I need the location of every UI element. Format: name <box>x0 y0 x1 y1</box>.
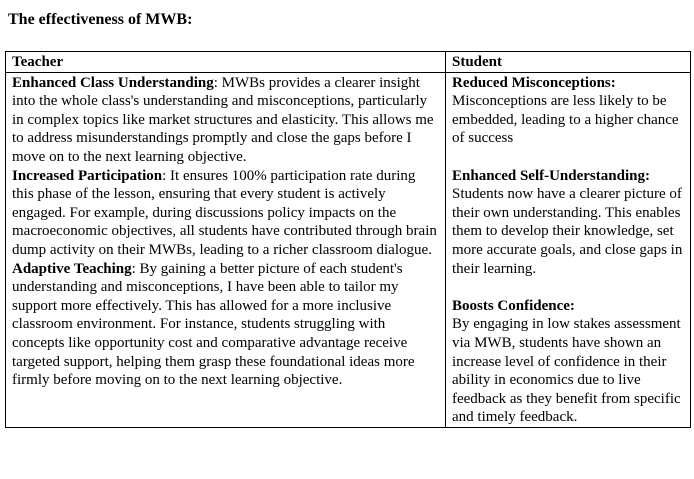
teacher-cell <box>6 72 446 427</box>
teacher-column-header: Teacher <box>6 52 446 73</box>
teacher-point <box>12 74 440 167</box>
teacher-point-heading: Increased Participation <box>12 167 163 184</box>
page-title: The effectiveness of MWB: <box>8 11 193 28</box>
student-cell <box>446 72 691 427</box>
student-column-header: Student <box>446 52 691 73</box>
header-row <box>6 52 691 73</box>
student-point-heading: Enhanced Self-Understanding: <box>452 167 650 184</box>
student-point-text: Misconceptions are less likely to be embedded, leading to a higher chance of success <box>452 93 679 147</box>
teacher-point <box>12 260 440 390</box>
teacher-point-heading: Adaptive Teaching <box>12 260 132 277</box>
spacer <box>452 278 685 297</box>
content-row <box>6 72 691 427</box>
teacher-point-text: : MWBs provides a clearer insight into the whole class's understanding and misconceptions, particularly in complex topics like market structures and elasticity. This allows me to address misunderstandings promptly and close the gaps before I move on to the next learning objective. <box>12 74 434 165</box>
effectiveness-table <box>5 51 691 428</box>
teacher-point-heading: Enhanced Class Understanding <box>12 74 214 91</box>
teacher-point-text: : By gaining a better picture of each student's understanding and misconceptions, I have been able to tailor my support more effectively. This has allowed for a more inclusive classroom environment. For instance, students struggling with concepts like opportunity cost and comparative advantage receive targeted support, helping them grasp these foundational ideas more firmly before moving on to the next learning objective. <box>12 260 415 389</box>
student-point-text: Students now have a clearer picture of their own understanding. This enables them to develop their knowledge, set more accurate goals, and close gaps in their learning. <box>452 186 683 277</box>
teacher-point <box>12 167 440 260</box>
student-point-heading: Reduced Misconceptions: <box>452 74 616 91</box>
spacer <box>452 148 685 167</box>
teacher-point-text: : It ensures 100% participation rate during this phase of the lesson, ensuring that every student is actively engaged. For example, during discussions policy impacts on the macroeconomic objectives, all students have contributed through brain dump activity on their MWBs, leading to a richer classroom dialogue. <box>12 167 437 258</box>
student-point-heading: Boosts Confidence: <box>452 297 575 314</box>
student-point-text: By engaging in low stakes assessment via MWB, students have shown an increase level of confidence in their ability in economics due to live feedback as they benefit from specific and timely feedback. <box>452 316 681 426</box>
